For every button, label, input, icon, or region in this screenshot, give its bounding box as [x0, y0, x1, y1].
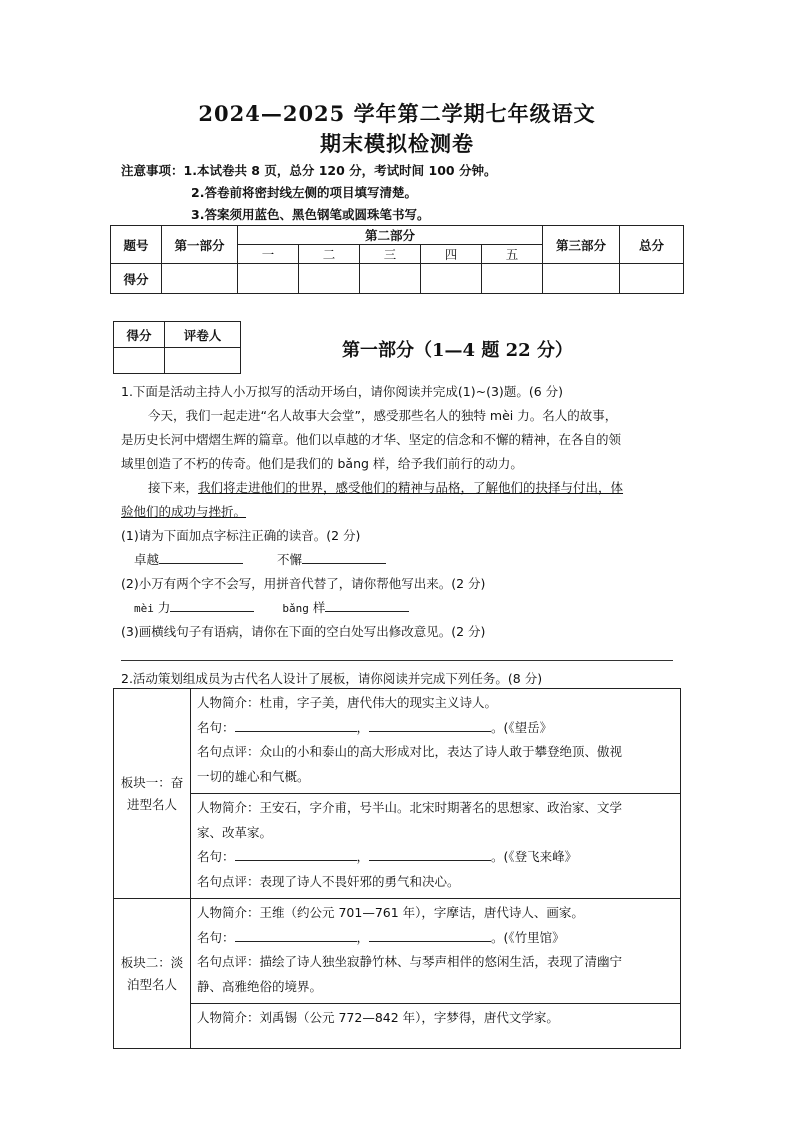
q1-sub1-word2: 不懈	[276, 552, 302, 567]
dufu-quote-label: 名句：	[197, 719, 235, 735]
score-cell-sub1[interactable]	[238, 264, 299, 294]
q1-underlined-sentence-a: 我们将走进他们的世界，感受他们的精神与品格，了解他们的抉择与付出，体	[198, 480, 624, 495]
score-cell-part3[interactable]	[543, 264, 620, 294]
q1-sub1-answers	[134, 550, 386, 568]
exam-title-line1: 2024—2025 学年第二学期七年级语文	[198, 101, 596, 126]
block2-entry-liuyuxi	[191, 1004, 681, 1049]
block1-label: 板块一：奋进型名人	[114, 689, 191, 899]
grader-score-label: 得分	[114, 322, 165, 348]
q1-underlined-sentence-b: 验他们的成功与挫折。	[121, 504, 247, 519]
grader-score-cell[interactable]	[114, 348, 165, 374]
q2-stem: 2.活动策划组成员为古代名人设计了展板，请你阅读并完成下列任务。(8 分)	[121, 671, 543, 686]
wangwei-quote-label: 名句：	[197, 929, 235, 945]
wanganshi-quote-comma: ，	[356, 849, 370, 864]
dufu-quote-blank-2[interactable]	[369, 718, 491, 732]
score-table-part3: 第三部分	[543, 226, 620, 264]
score-cell-sub3[interactable]	[360, 264, 421, 294]
q1-paragraph1-line1: 今天，我们一起走进“名人故事大会堂”，感受那些名人的独特 mèi 力。名人的故事，	[148, 408, 618, 423]
wangwei-comment-line1: 名句点评：描绘了诗人独坐寂静竹林、与琴声相伴的悠闲生活，表现了清幽宁	[197, 954, 623, 969]
wangwei-intro: 人物简介：王维（约公元 701—761 年），字摩诘，唐代诗人、画家。	[197, 905, 584, 920]
score-cell-part1[interactable]	[162, 264, 238, 294]
wanganshi-quote-label: 名句：	[197, 849, 235, 864]
exam-title-line2: 期末模拟检测卷	[320, 131, 474, 156]
dufu-comment-line2: 一切的雄心和气概。	[197, 768, 310, 784]
score-cell-sub4[interactable]	[421, 264, 482, 294]
score-cell-total[interactable]	[620, 264, 684, 294]
wangwei-quote-row	[197, 926, 674, 951]
dufu-quote-comma: ，	[356, 719, 370, 735]
liuyuxi-intro: 人物简介：刘禹锡（公元 772—842 年），字梦得，唐代文学家。	[197, 1010, 559, 1025]
q1-paragraph2-line1	[148, 478, 623, 496]
wangwei-quote-source: 。(《竹里馆》	[491, 929, 565, 945]
grader-name-cell[interactable]	[165, 348, 241, 374]
block2-entry-wangwei	[191, 899, 681, 1004]
wangwei-quote-comma: ，	[356, 929, 370, 945]
q1-sub3-answer-line[interactable]	[121, 660, 673, 661]
score-table-part1: 第一部分	[162, 226, 238, 264]
wanganshi-comment: 名句点评：表现了诗人不畏奸邪的勇气和决心。	[197, 873, 460, 889]
q1-sub2-item1-char: 力	[157, 600, 171, 615]
q1-sub2-answers	[134, 598, 409, 616]
q1-sub3: (3)画横线句子有语病，请你在下面的空白处写出修改意见。(2 分)	[121, 624, 486, 639]
score-table-sub-5: 五	[482, 245, 543, 264]
q1-sub2-answer2-blank[interactable]	[325, 598, 409, 612]
q1-sub1-answer1-blank[interactable]	[159, 550, 243, 564]
block1-entry-wanganshi	[191, 794, 681, 899]
notice-line-1: 注意事项：1.本试卷共 8 页，总分 120 分，考试时间 100 分钟。	[121, 163, 497, 178]
wanganshi-intro-line1: 人物简介：王安石，字介甫，号半山。北宋时期著名的思想家、政治家、文学	[197, 800, 623, 815]
q1-sub2-answer1-blank[interactable]	[170, 598, 254, 612]
q1-sub2-item2-char: 样	[312, 600, 326, 615]
dufu-comment-line1: 名句点评：众山的小和泰山的高大形成对比，表达了诗人敢于攀登绝顶、傲视	[197, 744, 623, 759]
notice-line-3: 3.答案须用蓝色、黑色钢笔或圆珠笔书写。	[191, 207, 430, 222]
notice-line-2: 2.答卷前将密封线左侧的项目填写清楚。	[191, 185, 417, 200]
q1-sub2-item1-pinyin: mèi	[134, 602, 154, 615]
wanganshi-quote-blank-2[interactable]	[369, 847, 491, 861]
score-table-sub-3: 三	[360, 245, 421, 264]
wangwei-comment-line2: 静、高雅绝俗的境界。	[197, 978, 323, 994]
part1-title: 第一部分（1—4 题 22 分）	[342, 340, 573, 361]
dufu-quote-row	[197, 716, 674, 741]
wanganshi-quote-row	[197, 845, 674, 870]
score-table	[110, 225, 684, 294]
dufu-quote-source: 。(《望岳》	[491, 719, 553, 735]
score-table-row-label: 得分	[111, 264, 162, 294]
q2-board-table	[113, 688, 681, 1049]
dufu-quote-blank-1[interactable]	[235, 718, 357, 732]
score-table-total: 总分	[620, 226, 684, 264]
wanganshi-intro-line2: 家、改革家。	[197, 824, 273, 840]
q1-paragraph2-prefix: 接下来，	[148, 480, 199, 495]
q1-sub1: (1)请为下面加点字标注正确的读音。(2 分)	[121, 528, 361, 543]
score-table-sub-4: 四	[421, 245, 482, 264]
q1-stem: 1.下面是活动主持人小万拟写的活动开场白，请你阅读并完成(1)~(3)题。(6 分)	[121, 384, 563, 399]
block2-label: 板块二：淡泊型名人	[114, 899, 191, 1049]
q1-paragraph1-line3: 域里创造了不朽的传奇。他们是我们的 bǎng 样，给予我们前行的动力。	[121, 456, 523, 471]
wangwei-quote-blank-1[interactable]	[235, 928, 357, 942]
score-table-part2: 第二部分	[238, 226, 543, 245]
q1-sub1-answer2-blank[interactable]	[302, 550, 386, 564]
score-cell-sub5[interactable]	[482, 264, 543, 294]
wanganshi-quote-blank-1[interactable]	[235, 847, 357, 861]
wangwei-quote-blank-2[interactable]	[369, 928, 491, 942]
dufu-intro: 人物简介：杜甫，字子美，唐代伟大的现实主义诗人。	[197, 695, 498, 710]
wanganshi-quote-source: 。(《登飞来峰》	[491, 849, 578, 864]
score-table-sub-1: 一	[238, 245, 299, 264]
q1-paragraph1-line2: 是历史长河中熠熠生辉的篇章。他们以卓越的才华、坚定的信念和不懈的精神，在各自的领	[121, 432, 622, 447]
block1-entry-dufu	[191, 689, 681, 794]
score-table-col-title: 题号	[111, 226, 162, 264]
score-table-sub-2: 二	[299, 245, 360, 264]
q1-sub2-item2-pinyin: bǎng	[282, 602, 309, 615]
score-cell-sub2[interactable]	[299, 264, 360, 294]
grader-table	[113, 321, 241, 374]
grader-name-label: 评卷人	[165, 322, 241, 348]
q1-sub2: (2)小万有两个字不会写，用拼音代替了，请你帮他写出来。(2 分)	[121, 576, 486, 591]
q1-sub1-word1: 卓越	[134, 552, 160, 567]
